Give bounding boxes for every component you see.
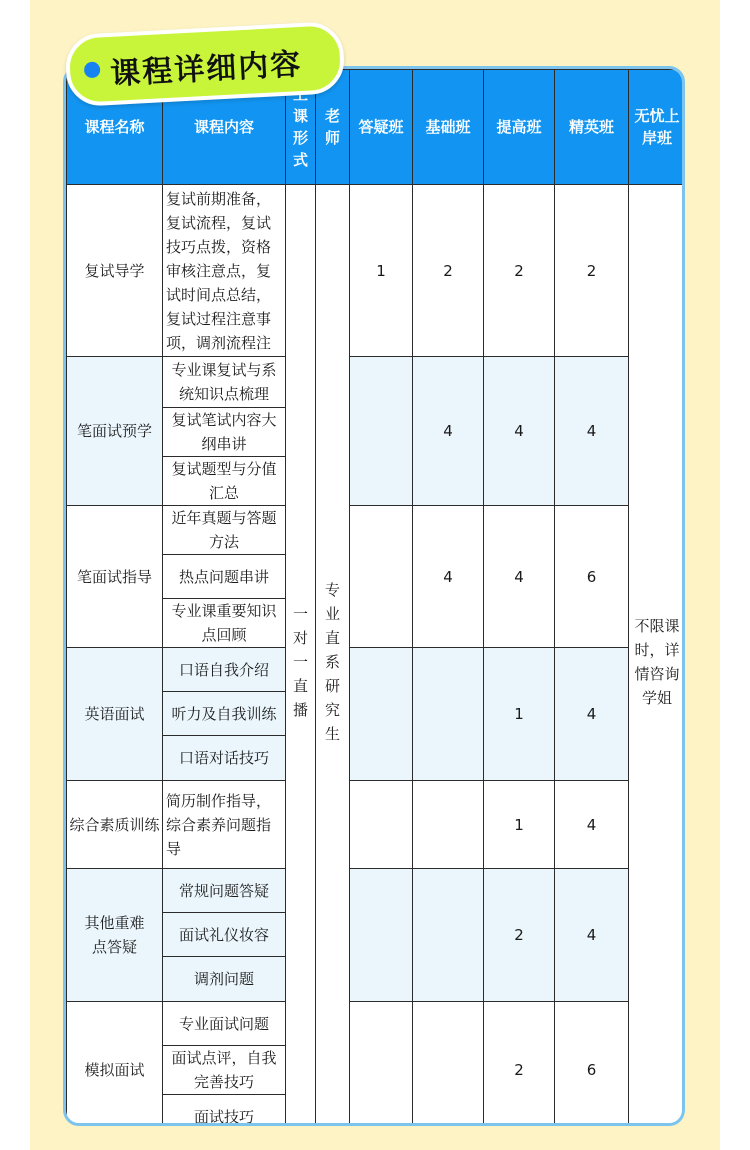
jichu-value: 4 — [413, 506, 484, 648]
header-jingying: 精英班 — [555, 70, 629, 185]
tigao-value: 2 — [484, 185, 555, 357]
jingying-value: 4 — [555, 648, 629, 781]
format-text: 一对一直播 — [292, 604, 308, 719]
course-name: 复试导学 — [67, 185, 163, 357]
jichu-value — [413, 648, 484, 781]
header-dayi: 答疑班 — [350, 70, 413, 185]
jingying-value: 4 — [555, 869, 629, 1002]
dayi-value — [350, 781, 413, 869]
table-row — [67, 185, 686, 357]
jingying-value: 6 — [555, 506, 629, 648]
tigao-value: 2 — [484, 1002, 555, 1127]
course-content-item: 调剂问题 — [163, 957, 286, 1002]
tigao-value: 1 — [484, 648, 555, 781]
format-cell — [286, 185, 316, 1127]
header-teacher-label: 老师 — [324, 107, 340, 147]
course-content-item: 听力及自我训练 — [163, 692, 286, 736]
course-name: 综合素质训练 — [67, 781, 163, 869]
course-content: 复试前期准备，复试流程，复试技巧点拨，资格审核注意点，复试时间点总结，复试过程注意事项，调剂流程注 — [163, 185, 286, 357]
table-row — [67, 506, 686, 555]
jichu-value: 4 — [413, 357, 484, 506]
table-row — [67, 781, 686, 869]
jingying-value: 4 — [555, 781, 629, 869]
tigao-value: 1 — [484, 781, 555, 869]
dayi-value — [350, 648, 413, 781]
course-content-item: 专业课复试与系统知识点梳理 — [163, 357, 286, 408]
course-content-item: 专业面试问题 — [163, 1002, 286, 1046]
course-content-item: 口语对话技巧 — [163, 736, 286, 781]
jichu-value — [413, 781, 484, 869]
jingying-value: 2 — [555, 185, 629, 357]
jichu-value — [413, 869, 484, 1002]
course-content-item: 热点问题串讲 — [163, 555, 286, 599]
dayi-value: 1 — [350, 185, 413, 357]
jingying-value: 6 — [555, 1002, 629, 1127]
course-table — [66, 69, 685, 1126]
course-content-item: 面试点评，自我完善技巧 — [163, 1046, 286, 1095]
tigao-value: 2 — [484, 869, 555, 1002]
teacher-cell — [316, 185, 350, 1127]
page-title: 课程详细内容 — [109, 46, 304, 92]
dayi-value — [350, 357, 413, 506]
dayi-value — [350, 1002, 413, 1127]
header-course-content: 课程内容 — [163, 70, 286, 185]
dot-icon — [84, 62, 101, 79]
course-name: 模拟面试 — [67, 1002, 163, 1127]
table-row — [67, 869, 686, 913]
course-name: 其他重难点答疑 — [67, 869, 163, 1002]
header-tigao: 提高班 — [484, 70, 555, 185]
course-content-item: 常规问题答疑 — [163, 869, 286, 913]
course-content-item: 复试题型与分值汇总 — [163, 457, 286, 506]
title-badge — [64, 21, 345, 107]
course-content-item: 面试礼仪妆容 — [163, 913, 286, 957]
jichu-value: 2 — [413, 185, 484, 357]
tigao-value: 4 — [484, 357, 555, 506]
course-content-item: 专业课重要知识点回顾 — [163, 599, 286, 648]
tigao-value: 4 — [484, 506, 555, 648]
header-course-name: 课程名称 — [67, 70, 163, 185]
table-row — [67, 1002, 686, 1046]
jichu-value — [413, 1002, 484, 1127]
course-name: 笔面试预学 — [67, 357, 163, 506]
course-table-card — [63, 66, 685, 1126]
course-name: 笔面试指导 — [67, 506, 163, 648]
course-name: 英语面试 — [67, 648, 163, 781]
dayi-value — [350, 869, 413, 1002]
header-wuyou: 无忧上岸班 — [629, 70, 686, 185]
course-content-item: 近年真题与答题方法 — [163, 506, 286, 555]
course-content: 简历制作指导，综合素养问题指导 — [163, 781, 286, 869]
header-format-label: 课形式 — [292, 107, 308, 169]
table-row — [67, 648, 686, 692]
course-content-item: 口语自我介绍 — [163, 648, 286, 692]
wuyou-cell: 不限课时，详情咨询学姐 — [629, 185, 686, 1127]
table-row — [67, 357, 686, 408]
header-jichu: 基础班 — [413, 70, 484, 185]
dayi-value — [350, 506, 413, 648]
course-content-item: 面试技巧 — [163, 1095, 286, 1127]
course-content-item: 复试笔试内容大纲串讲 — [163, 408, 286, 457]
teacher-text: 专业直系研究生 — [324, 580, 340, 743]
jingying-value: 4 — [555, 357, 629, 506]
